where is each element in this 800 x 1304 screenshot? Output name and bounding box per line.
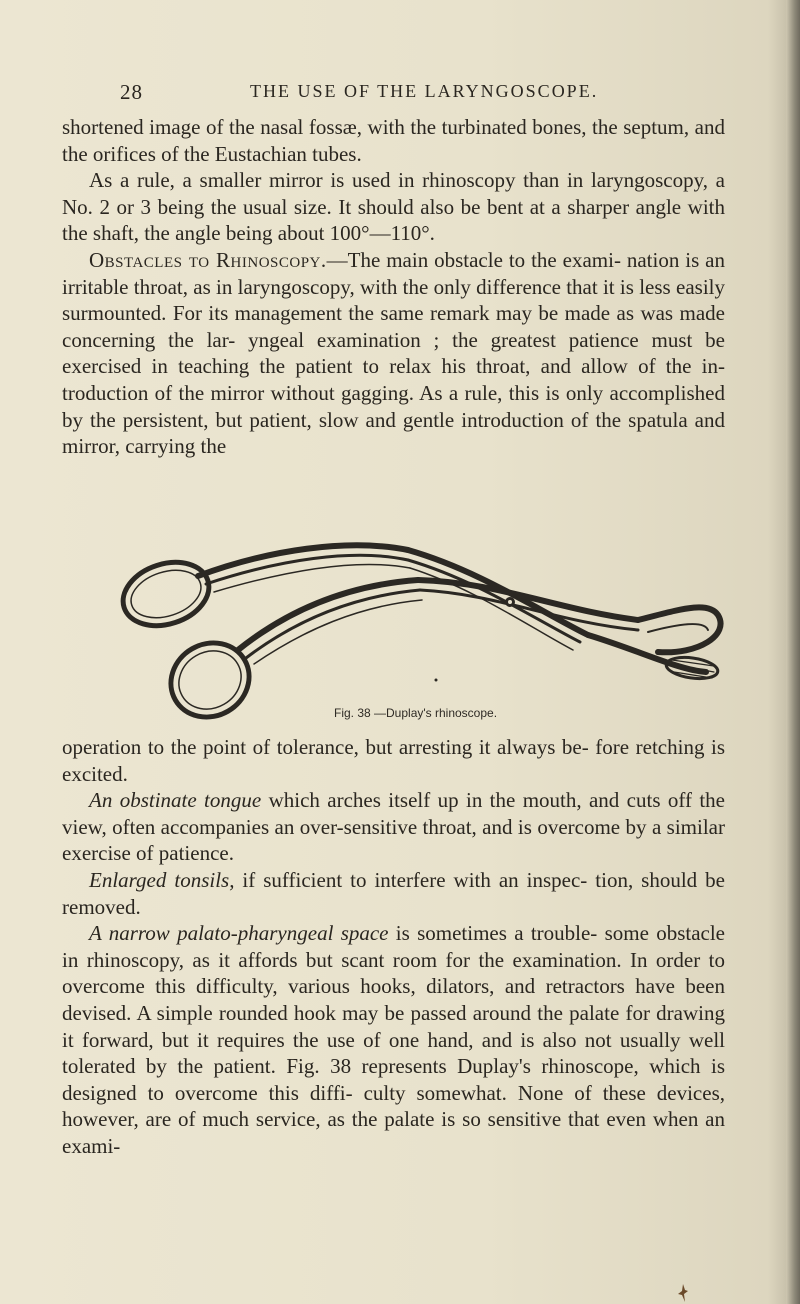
- figure-38: [118, 540, 738, 725]
- paragraph-tongue: [62, 787, 725, 867]
- italic-term-tonsils: Enlarged tonsils,: [89, 867, 235, 892]
- paragraph-tonsils: [62, 867, 725, 920]
- ink-mark: [676, 1282, 690, 1304]
- paragraph-continuation: shortened image of the nasal fossæ, with the turbinated bones, the septum, and the orifices of the Eustachian tubes.: [62, 115, 725, 166]
- text-block-top: [62, 114, 725, 460]
- book-spine-edge: [786, 0, 800, 1304]
- paragraph-obstacles-body: —The main obstacle to the exami- nation is an irritable throat, as in laryngoscopy, with the only difference that it is less easily surmounted. For its management the same remark may be made as was made concerning the lar- yngeal examination ; the greatest patience must be exercised in teaching the patient to relax his throat, and allow of the in- troduction of the mirror without gagging. As a rule, this is only accomplished by the persistent, but patient, slow and gentle introduction of the spatula and mirror, carrying the: [62, 247, 725, 459]
- section-heading-obstacles: Obstacles to Rhinoscopy.: [89, 247, 327, 272]
- figure-caption: Fig. 38 —Duplay's rhinoscope.: [334, 706, 498, 720]
- page-number: 28: [120, 80, 143, 104]
- paragraph-tonsils-body: if sufficient to interfere with an inspec- tion, should be removed.: [62, 867, 725, 919]
- paragraph-palato-pharyngeal-body: is sometimes a trouble- some obstacle in rhinoscopy, as it affords but scant room for the examination. In order to overcome this difficulty, various hooks, dilators, and retractors have been devised. A simple rounded hook may be passed around the palate for drawing it forward, but it requires the use of one hand, and is also not usually well tolerated by the patient. Fig. 38 represents Duplay's rhinoscope, which is designed to overcome this diffi- culty somewhat. None of these devices, however, are of much service, as the palate is so sensitive that even when an exami-: [62, 921, 725, 1158]
- text-block-bottom: [62, 734, 725, 1160]
- rhinoscope-illustration: [118, 540, 738, 725]
- paragraph-palato-pharyngeal: [62, 920, 725, 1159]
- paragraph-obstacles: [62, 247, 725, 460]
- paragraph-tongue-body: which arches itself up in the mouth, and cuts off the view, often accompanies an over-sensitive throat, and is overcome by a similar exercise of patience.: [62, 788, 725, 866]
- italic-term-space: A narrow palato-pharyngeal space: [89, 921, 389, 946]
- running-title: THE USE OF THE LARYNGOSCOPE.: [250, 81, 599, 101]
- running-head: [120, 80, 720, 110]
- paragraph-mirror-size: As a rule, a smaller mirror is used in rhinoscopy than in laryngoscopy, a No. 2 or 3 being the usual size. It should also be bent at a sharper angle with the shaft, the angle being about 100°—110°.: [62, 168, 725, 246]
- italic-term-tongue: An obstinate tongue: [89, 788, 262, 813]
- paragraph-tolerance: operation to the point of tolerance, but arresting it always be- fore retching is excited.: [62, 735, 725, 786]
